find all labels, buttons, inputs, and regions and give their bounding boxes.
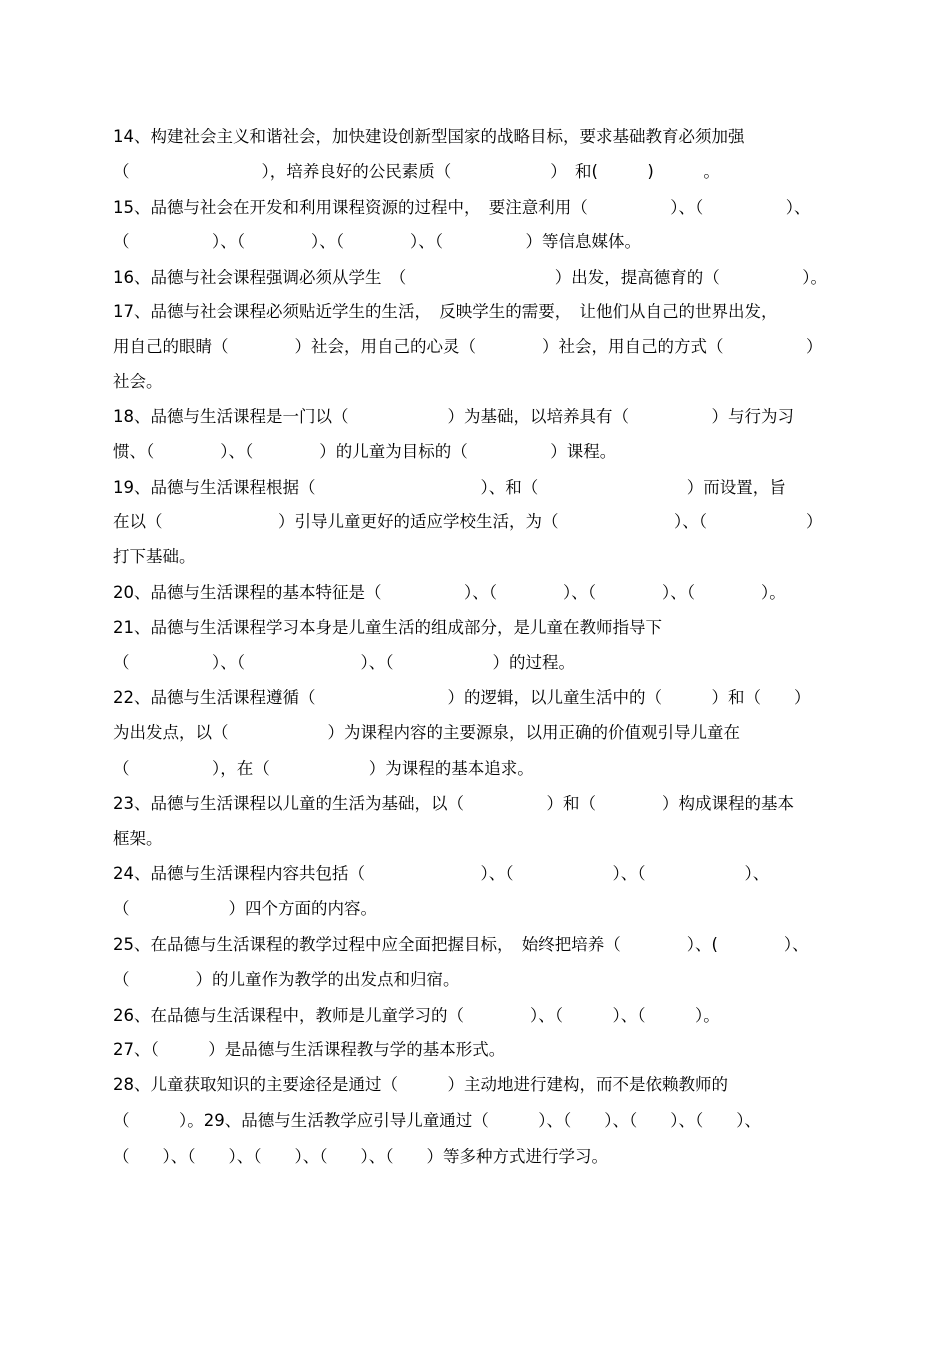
text-line: （ ），培养良好的公民素质（ ） 和( ) 。 [113, 162, 720, 181]
text-line: 在以（ ）引导儿童更好的适应学校生活，为（ ）、（ ） [113, 512, 823, 531]
text-line: 惯、（ ）、（ ）的儿童为目标的（ ）课程。 [113, 442, 617, 461]
text-line: （ ）。29、品德与生活教学应引导儿童通过（ ）、（ ）、（ ）、（ ）、 [113, 1111, 761, 1130]
text-line: 用自己的眼睛（ ）社会，用自己的心灵（ ）社会，用自己的方式（ ） [113, 337, 823, 356]
text-line: 23、品德与生活课程以儿童的生活为基础，以（ ）和（ ）构成课程的基本 [113, 794, 794, 813]
text-line: （ ），在（ ）为课程的基本追求。 [113, 759, 534, 778]
text-line: 社会。 [113, 372, 163, 391]
text-line: 18、品德与生活课程是一门以（ ）为基础，以培养具有（ ）与行为习 [113, 407, 794, 426]
text-line: 20、品德与生活课程的基本特征是（ ）、（ ）、（ ）、（ ）。 [113, 583, 786, 602]
text-line: 21、品德与生活课程学习本身是儿童生活的组成部分，是儿童在教师指导下 [113, 618, 662, 637]
text-line: 17、品德与社会课程必须贴近学生的生活， 反映学生的需要， 让他们从自己的世界出发， [113, 302, 778, 321]
text-line: 框架。 [113, 829, 163, 848]
text-line: 14、构建社会主义和谐社会，加快建设创新型国家的战略目标，要求基础教育必须加强 [113, 127, 745, 146]
text-line: 15、品德与社会在开发和利用课程资源的过程中， 要注意利用（ ）、（ ）、 [113, 198, 811, 217]
text-line: 27、（ ）是品德与生活课程教与学的基本形式。 [113, 1040, 506, 1059]
text-line: （ ）、（ ）、（ ）的过程。 [113, 653, 575, 672]
text-line: 25、在品德与生活课程的教学过程中应全面把握目标， 始终把培养（ ）、( ）、 [113, 935, 809, 954]
text-line: 19、品德与生活课程根据（ ）、和（ ）而设置，旨 [113, 478, 786, 497]
text-line: 28、儿童获取知识的主要途径是通过（ ）主动地进行建构，而不是依赖教师的 [113, 1075, 728, 1094]
text-line: 打下基础。 [113, 547, 196, 566]
text-line: （ ）四个方面的内容。 [113, 899, 377, 918]
text-line: 22、品德与生活课程遵循（ ）的逻辑，以儿童生活中的（ ）和（ ） [113, 688, 811, 707]
text-line: 24、品德与生活课程内容共包括（ ）、（ ）、（ ）、 [113, 864, 770, 883]
text-line: 16、品德与社会课程强调必须从学生 （ ）出发，提高德育的（ ）。 [113, 268, 827, 287]
text-line: （ ）、（ ）、（ ）、（ ）、（ ）等多种方式进行学习。 [113, 1147, 608, 1166]
text-line: 为出发点，以（ ）为课程内容的主要源泉，以用正确的价值观引导儿童在 [113, 723, 740, 742]
text-line: （ ）的儿童作为教学的出发点和归宿。 [113, 970, 460, 989]
text-line: （ ）、（ ）、（ ）、（ ）等信息媒体。 [113, 232, 641, 251]
text-line: 26、在品德与生活课程中，教师是儿童学习的（ ）、（ ）、（ ）。 [113, 1006, 720, 1025]
